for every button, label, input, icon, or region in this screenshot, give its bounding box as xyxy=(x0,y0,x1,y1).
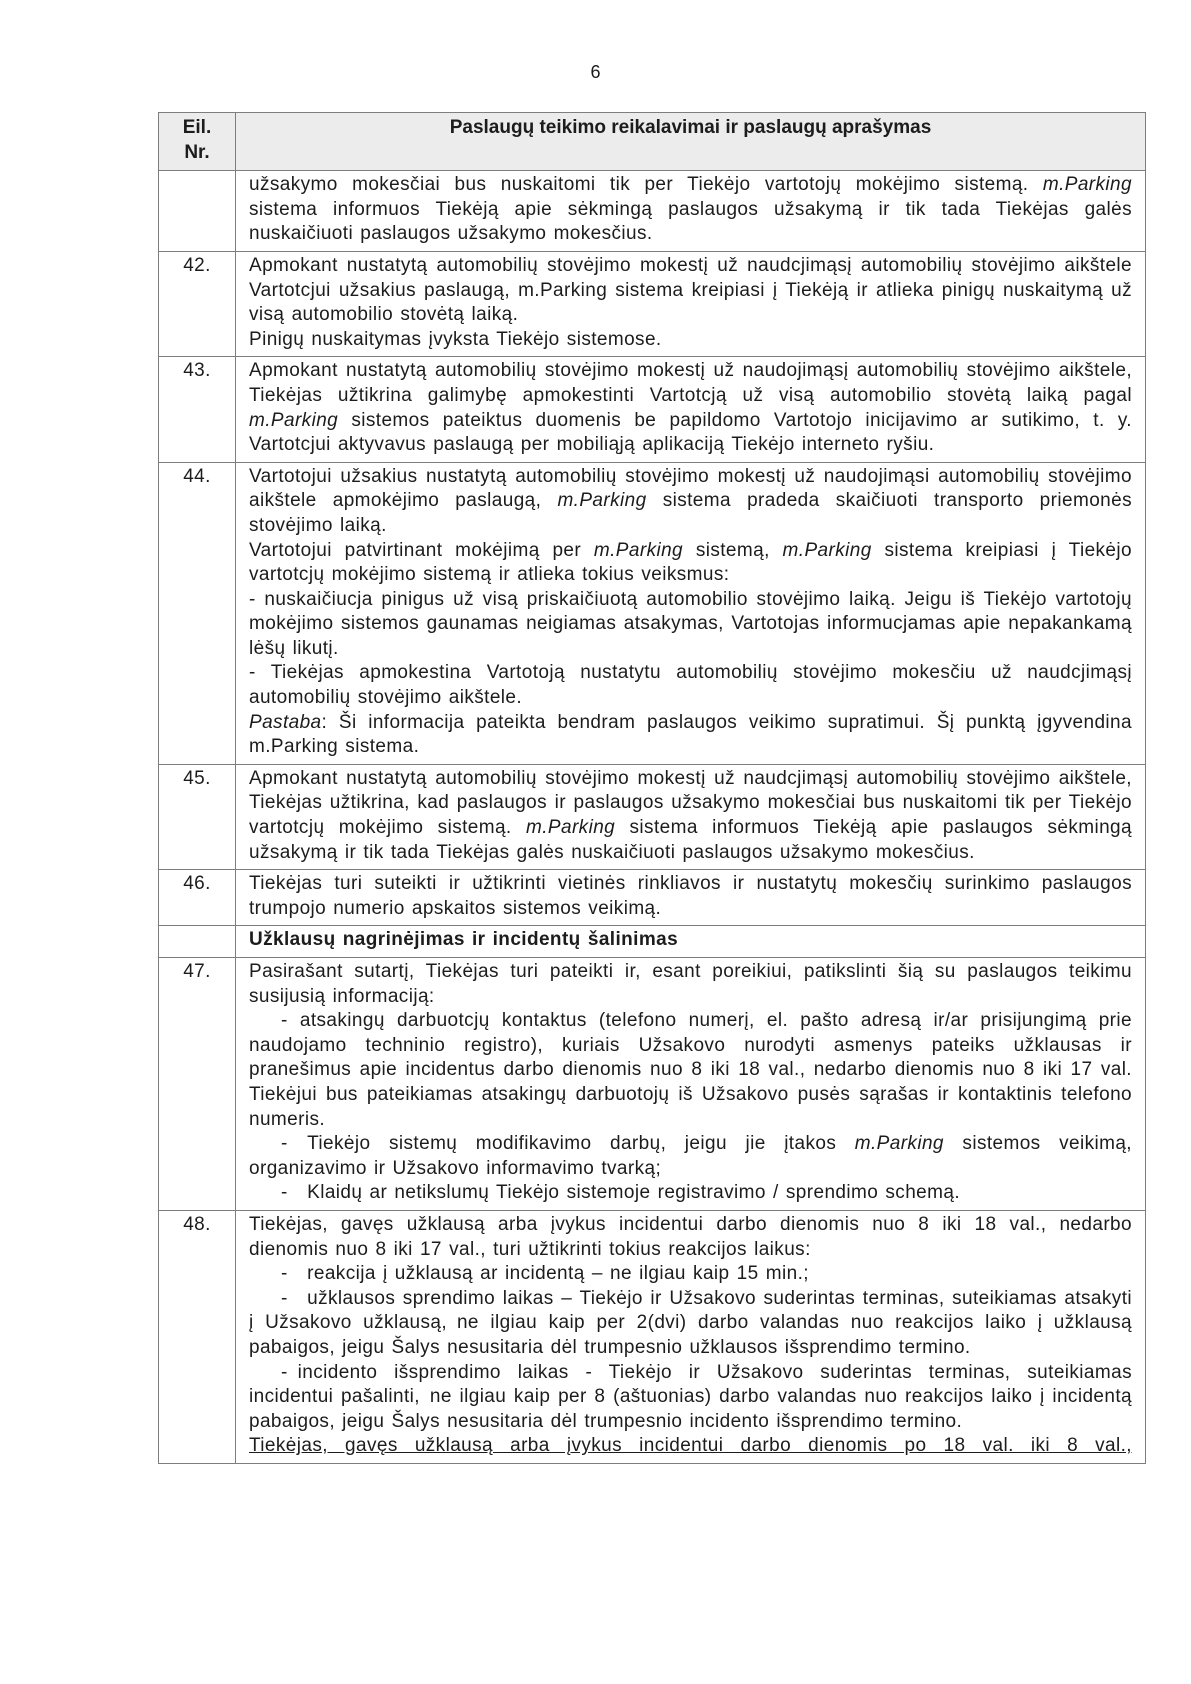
text-segment: - reakcija į užklausą ar incidentą – ne ilgiau kaip 15 min.; xyxy=(281,1263,809,1285)
paragraph xyxy=(249,1213,1132,1262)
row-number: 42. xyxy=(159,251,236,356)
table-row xyxy=(159,1210,1146,1463)
paragraph xyxy=(249,539,1132,588)
text-segment: Pastaba xyxy=(249,711,322,733)
text-segment: - atsakingų darbuotcjų kontaktus (telefono numerį, el. pašto adresą ir/ar prisijungimą prie naudojamo techninio registro), kuriais Užsakovo nurodyti asmenys pateiks užklausas ir pranešimus apie incidentus darbo dienomis nuo 8 iki 18 val., nedarbo dienomis nuo 8 iki 17 val. Tiekėjui bus pateikiamas atsakingų darbuotojų iš Užsakovo pusės sąrašas ir kontaktinis telefono numeris. xyxy=(249,1010,1132,1130)
text-segment: užsakymo mokesčiai bus nuskaitomi tik per Tiekėjo vartotojų mokėjimo sistemą. xyxy=(249,174,1043,196)
row-number xyxy=(159,171,236,252)
row-number: 48. xyxy=(159,1210,236,1463)
paragraph xyxy=(249,465,1132,539)
paragraph xyxy=(249,1181,1132,1206)
text-segment: Apmokant nustatytą automobilių stovėjimo mokestį už naudcjimąsį automobilių stovėjimo aikštele, Tiekėjas užtikrina, kad paslaugos ir paslaugos užsakymo mokesčiai bus nuskaitomi tik per Tiekėjo vartotcjų mokėjimo sistemą. xyxy=(249,767,1132,839)
text-segment: m.Parking xyxy=(593,539,684,561)
row-content xyxy=(236,251,1146,356)
text-segment: m.Parking xyxy=(782,539,872,561)
text-segment: sistema kreipiasi į Tiekėjo vartotcjų mokėjimo sistemą ir atlieka tokius veiksmus: xyxy=(249,539,1132,586)
header-cell-eil-nr xyxy=(159,113,236,171)
table-header xyxy=(159,113,1146,171)
header-row xyxy=(159,113,1146,171)
text-segment: Vartotojui patvirtinant mokėjimą per xyxy=(249,539,594,561)
row-number: 47. xyxy=(159,958,236,1211)
table-row xyxy=(159,171,1146,252)
paragraph xyxy=(249,328,1132,353)
paragraph xyxy=(249,711,1132,760)
paragraph xyxy=(249,872,1132,921)
paragraph xyxy=(249,254,1132,328)
text-segment: : Ši informacija pateikta bendram paslaugos veikimo supratimui. Šį punktą įgyvendina m.Parking sistema. xyxy=(249,711,1132,758)
row-content xyxy=(236,462,1146,764)
text-segment: Tiekėjas, gavęs užklausą arba įvykus incidentui darbo dienomis nuo 8 iki 18 val., nedarbo dienomis nuo 8 iki 17 val., turi užtikrinti tokius reakcijos laikus: xyxy=(249,1213,1132,1260)
table-row xyxy=(159,926,1146,958)
text-segment: Tiekėjas, gavęs užklausą arba įvykus incidentui darbo dienomis po 18 val. iki 8 val., xyxy=(249,1435,1132,1457)
text-segment: sistemos veikimą, organizavimo ir Užsakovo informavimo tvarką; xyxy=(249,1133,1132,1179)
paragraph xyxy=(249,661,1132,710)
text-segment: Pasirašant sutartį, Tiekėjas turi pateikti ir, esant poreikiui, patikslinti šią su paslaugos teikimu susijusią informaciją: xyxy=(249,961,1132,1007)
header-nr: Nr. xyxy=(184,141,210,163)
text-segment: - Tiekėjas apmokestina Vartotoją nustatytu automobilių stovėjimo mokesčiu už naudcjimąsį automobilių stovėjimo aikštele. xyxy=(249,662,1132,709)
text-segment: - užklausos sprendimo laikas – Tiekėjo ir Užsakovo suderintas terminas, suteikiamas atsakyti į Užsakovo užklausą, ne ilgiau kaip per 2(dvi) darbo valandas nuo reakcijos laiko į užklausą pabaigos, jeigu Šalys nesusitaria dėl trumpesnio užklausos išsprendimo termino. xyxy=(249,1287,1132,1358)
row-number xyxy=(159,926,236,958)
paragraph xyxy=(249,359,1132,457)
text-segment: - Tiekėjo sistemų modifikavimo darbų, jeigu jie įtakos xyxy=(281,1133,855,1155)
table-row xyxy=(159,462,1146,764)
text-segment: m.Parking xyxy=(1042,174,1132,196)
paragraph xyxy=(249,1262,1132,1287)
paragraph xyxy=(249,1361,1132,1435)
row-number: 43. xyxy=(159,357,236,462)
table-row xyxy=(159,251,1146,356)
text-segment: Pinigų nuskaitymas įvyksta Tiekėjo sistemose. xyxy=(249,328,662,350)
table-row xyxy=(159,764,1146,869)
paragraph xyxy=(249,588,1132,662)
paragraph xyxy=(249,960,1132,1009)
text-segment: Apmokant nustatytą automobilių stovėjimo mokestį už naudojimąsį automobilių stovėjimo aikštele, Tiekėjas užtikrina galimybę apmokestinti Vartotcją už visą automobilio stovėtą laiką pagal xyxy=(249,360,1132,406)
text-segment: m.Parking xyxy=(249,409,339,431)
text-segment: m.Parking xyxy=(526,817,616,839)
text-segment: sistemos pateiktus duomenis be papildomo Vartotojo inicijavimo ar sutikimo, t. y. Vartotcjui aktyvavus paslaugą per mobiliąją aplikaciją Tiekėjo interneto ryšiu. xyxy=(249,409,1132,456)
text-segment: - incidento išsprendimo laikas - Tiekėjo ir Užsakovo suderintas terminas, suteikiamas incidentui pašalinti, ne ilgiau kaip per 8 (aštuonias) darbo valandas nuo reakcijos laiko į incidentą pabaigos, jeigu Šalys nesusitaria dėl trumpesnio incidento išsprendimo termino. xyxy=(249,1361,1132,1432)
text-segment: Apmokant nustatytą automobilių stovėjimo mokestį už naudcjimąsį automobilių stovėjimo aikštele Vartotcjui užsakius paslaugą, m.Parking sistema kreipiasi į Tiekėją ir atlieka pinigų nuskaitymą už visą automobilio stovėtą laiką. xyxy=(249,254,1132,326)
text-segment: sistema pradeda skaičiuoti transporto priemonės stovėjimo laiką. xyxy=(249,490,1132,536)
row-number: 46. xyxy=(159,870,236,926)
text-segment: Tiekėjas turi suteikti ir užtikrinti vietinės rinkliavos ir nustatytų mokesčių surinkimo paslaugos trumpojo numerio apskaitos sistemos veikimą. xyxy=(249,873,1132,919)
text-segment: m.Parking xyxy=(557,490,647,512)
paragraph xyxy=(249,1434,1132,1459)
table-row xyxy=(159,357,1146,462)
table-body xyxy=(159,171,1146,1464)
text-segment: sistemą, xyxy=(683,539,783,561)
paragraph xyxy=(249,1132,1132,1181)
text-segment: - Klaidų ar netikslumų Tiekėjo sistemoje registravimo / sprendimo schemą. xyxy=(281,1182,960,1204)
text-segment: Vartotojui užsakius nustatytą automobilių stovėjimo mokestį už naudojimąsi automobilių stovėjimo aikštele apmokėjimo paslaugą, xyxy=(249,465,1132,512)
row-number: 44. xyxy=(159,462,236,764)
text-segment: sistema informuos Tiekėją apie paslaugos sėkmingą užsakymą ir tik tada Tiekėjas galės nuskaičiuoti paslaugos užsakymo mokesčius. xyxy=(249,817,1132,863)
requirements-table xyxy=(158,112,1146,1464)
paragraph xyxy=(249,173,1132,247)
text-segment: - nuskaičiucja pinigus už visą priskaičiuotą automobilio stovėjimo laiką. Jeigu iš Tiekėjo vartotojų mokėjimo sistemos gaunamas neigiamas atsakymas, Vartotojas informucjamas apie nepakankamą lėšų likutį. xyxy=(249,588,1132,659)
page-number: 6 xyxy=(590,62,601,82)
text-segment: m.Parking xyxy=(854,1133,944,1155)
header-cell-title: Paslaugų teikimo reikalavimai ir paslaugų aprašymas xyxy=(236,113,1146,171)
paragraph xyxy=(249,767,1132,865)
section-heading: Užklausų nagrinėjimas ir incidentų šalinimas xyxy=(249,929,679,951)
row-content xyxy=(236,926,1146,958)
row-content xyxy=(236,357,1146,462)
header-eil: Eil. xyxy=(182,117,212,138)
row-content xyxy=(236,958,1146,1211)
table-row xyxy=(159,870,1146,926)
paragraph xyxy=(249,1009,1132,1132)
table-row xyxy=(159,958,1146,1211)
row-content xyxy=(236,870,1146,926)
row-content xyxy=(236,171,1146,252)
row-content xyxy=(236,764,1146,869)
text-segment: sistema informuos Tiekėją apie sėkmingą paslaugos užsakymą ir tik tada Tiekėjas galės nuskaičiuoti paslaugos užsakymo mokesčius. xyxy=(249,198,1132,245)
row-number: 45. xyxy=(159,764,236,869)
paragraph xyxy=(249,1287,1132,1361)
row-content xyxy=(236,1210,1146,1463)
